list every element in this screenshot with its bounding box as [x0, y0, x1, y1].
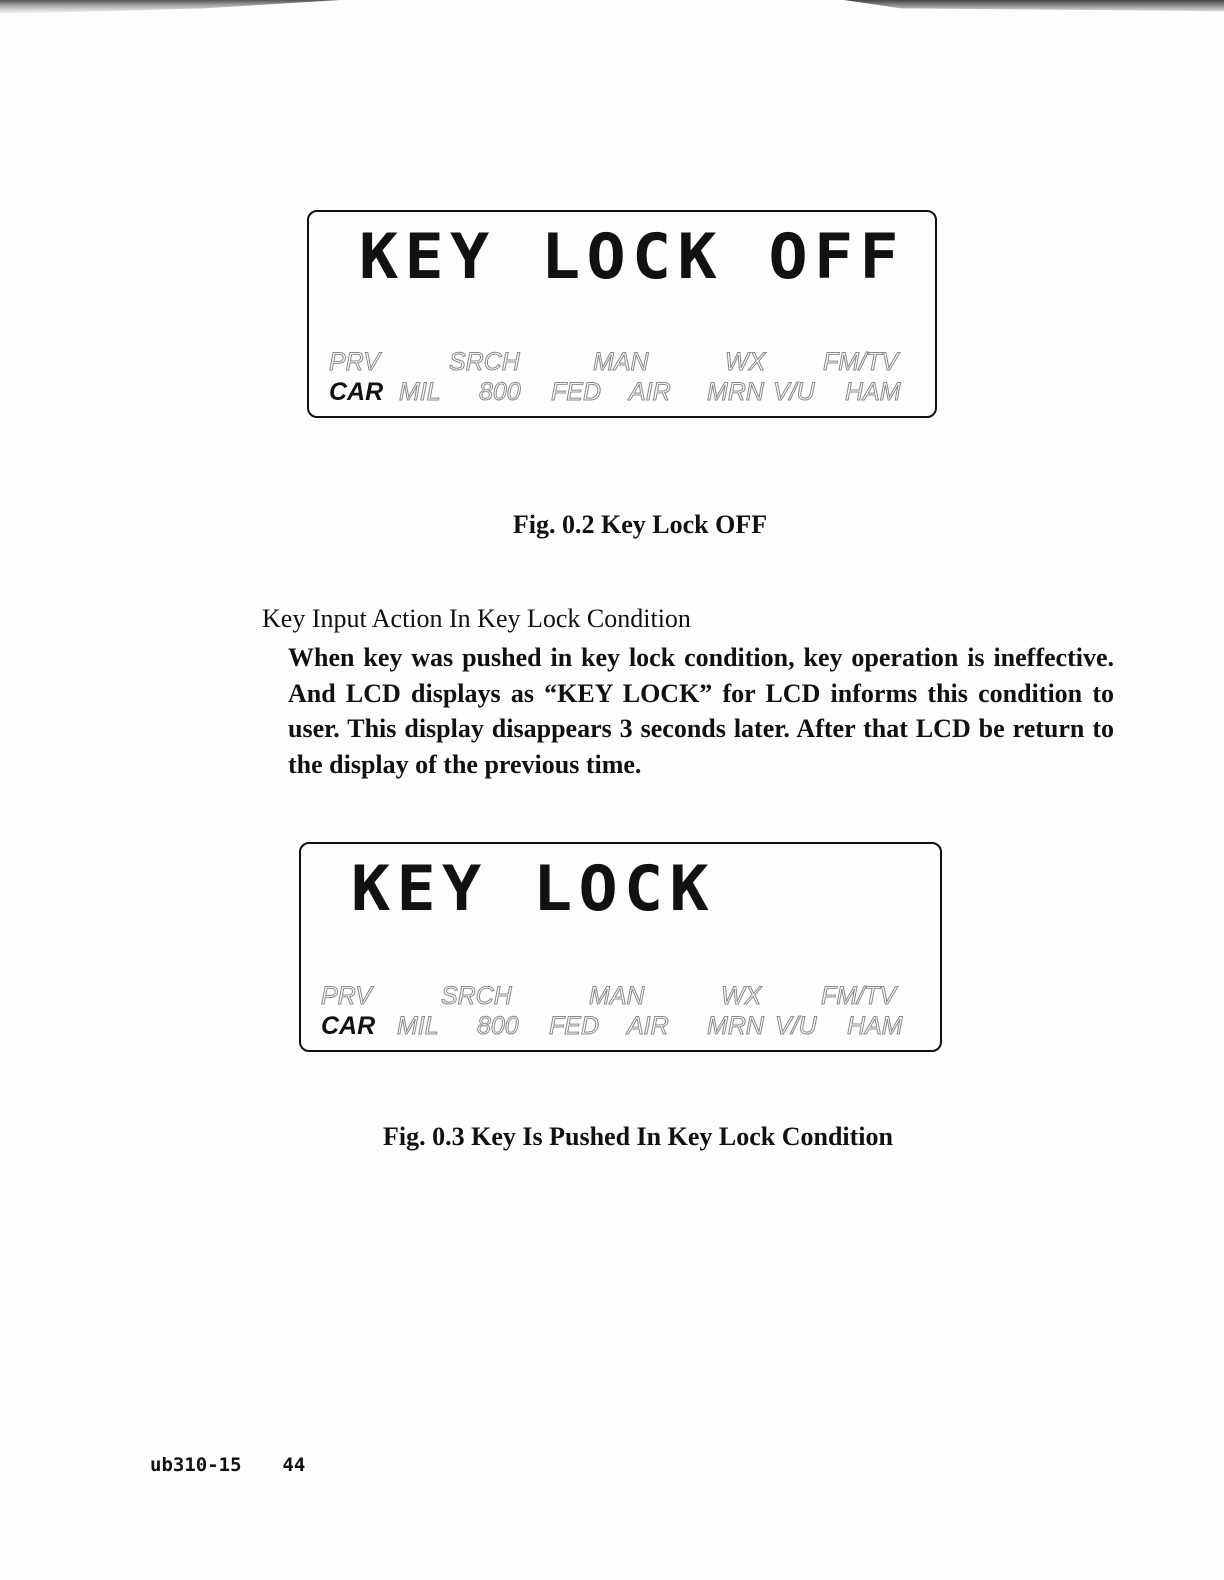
annunciator-mil: MIL: [397, 1012, 439, 1040]
annunciator-ham: HAM: [847, 1012, 903, 1040]
annunciator-fed: FED: [549, 1012, 599, 1040]
annunciator-vu: V/U: [773, 378, 815, 406]
section-body: When key was pushed in key lock condition, key operation is ineffective. And LCD displays as “KEY LOCK” for LCD informs this condition to user. This display disappears 3 seconds later. After that LCD be return to the display of the previous time.: [288, 643, 1114, 779]
annunciator-fmtv: FM/TV: [823, 348, 898, 376]
scan-edge-left: [0, 0, 340, 14]
lcd-main-text: KEY LOCK OFF: [359, 220, 905, 293]
annunciator-air: AIR: [627, 1012, 669, 1040]
annunciator-wx: WX: [721, 982, 762, 1010]
lcd-display-key-lock: [299, 842, 942, 1052]
figure-caption-0-2: Fig. 0.2 Key Lock OFF: [512, 510, 768, 539]
annunciator-800: 800: [479, 378, 521, 406]
document-id: ub310-15: [150, 1454, 242, 1476]
annunciator-srch: SRCH: [441, 982, 512, 1010]
annunciator-ham: HAM: [845, 378, 901, 406]
lcd-display-key-lock-off: [307, 210, 937, 418]
annunciator-man: MAN: [589, 982, 645, 1010]
figure-caption-0-3: Fig. 0.3 Key Is Pushed In Key Lock Condition: [383, 1122, 893, 1151]
annunciator-wx: WX: [725, 348, 766, 376]
annunciator-man: MAN: [593, 348, 649, 376]
scan-edge-right: [844, 0, 1224, 14]
annunciator-vu: V/U: [775, 1012, 817, 1040]
annunciator-fmtv: FM/TV: [821, 982, 896, 1010]
annunciator-air: AIR: [629, 378, 671, 406]
annunciator-mrn: MRN: [707, 378, 764, 406]
page-number: 44: [282, 1454, 306, 1476]
lcd-main-text: KEY LOCK: [351, 852, 715, 925]
annunciator-srch: SRCH: [449, 348, 520, 376]
annunciator-mil: MIL: [399, 378, 441, 406]
page-footer: [150, 1454, 305, 1476]
annunciator-car: CAR: [321, 1012, 376, 1040]
section-heading: Key Input Action In Key Lock Condition: [262, 604, 691, 633]
annunciator-prv: PRV: [329, 348, 380, 376]
annunciator-fed: FED: [551, 378, 601, 406]
annunciator-prv: PRV: [321, 982, 372, 1010]
annunciator-800: 800: [477, 1012, 519, 1040]
annunciator-mrn: MRN: [707, 1012, 764, 1040]
annunciator-car: CAR: [329, 378, 384, 406]
